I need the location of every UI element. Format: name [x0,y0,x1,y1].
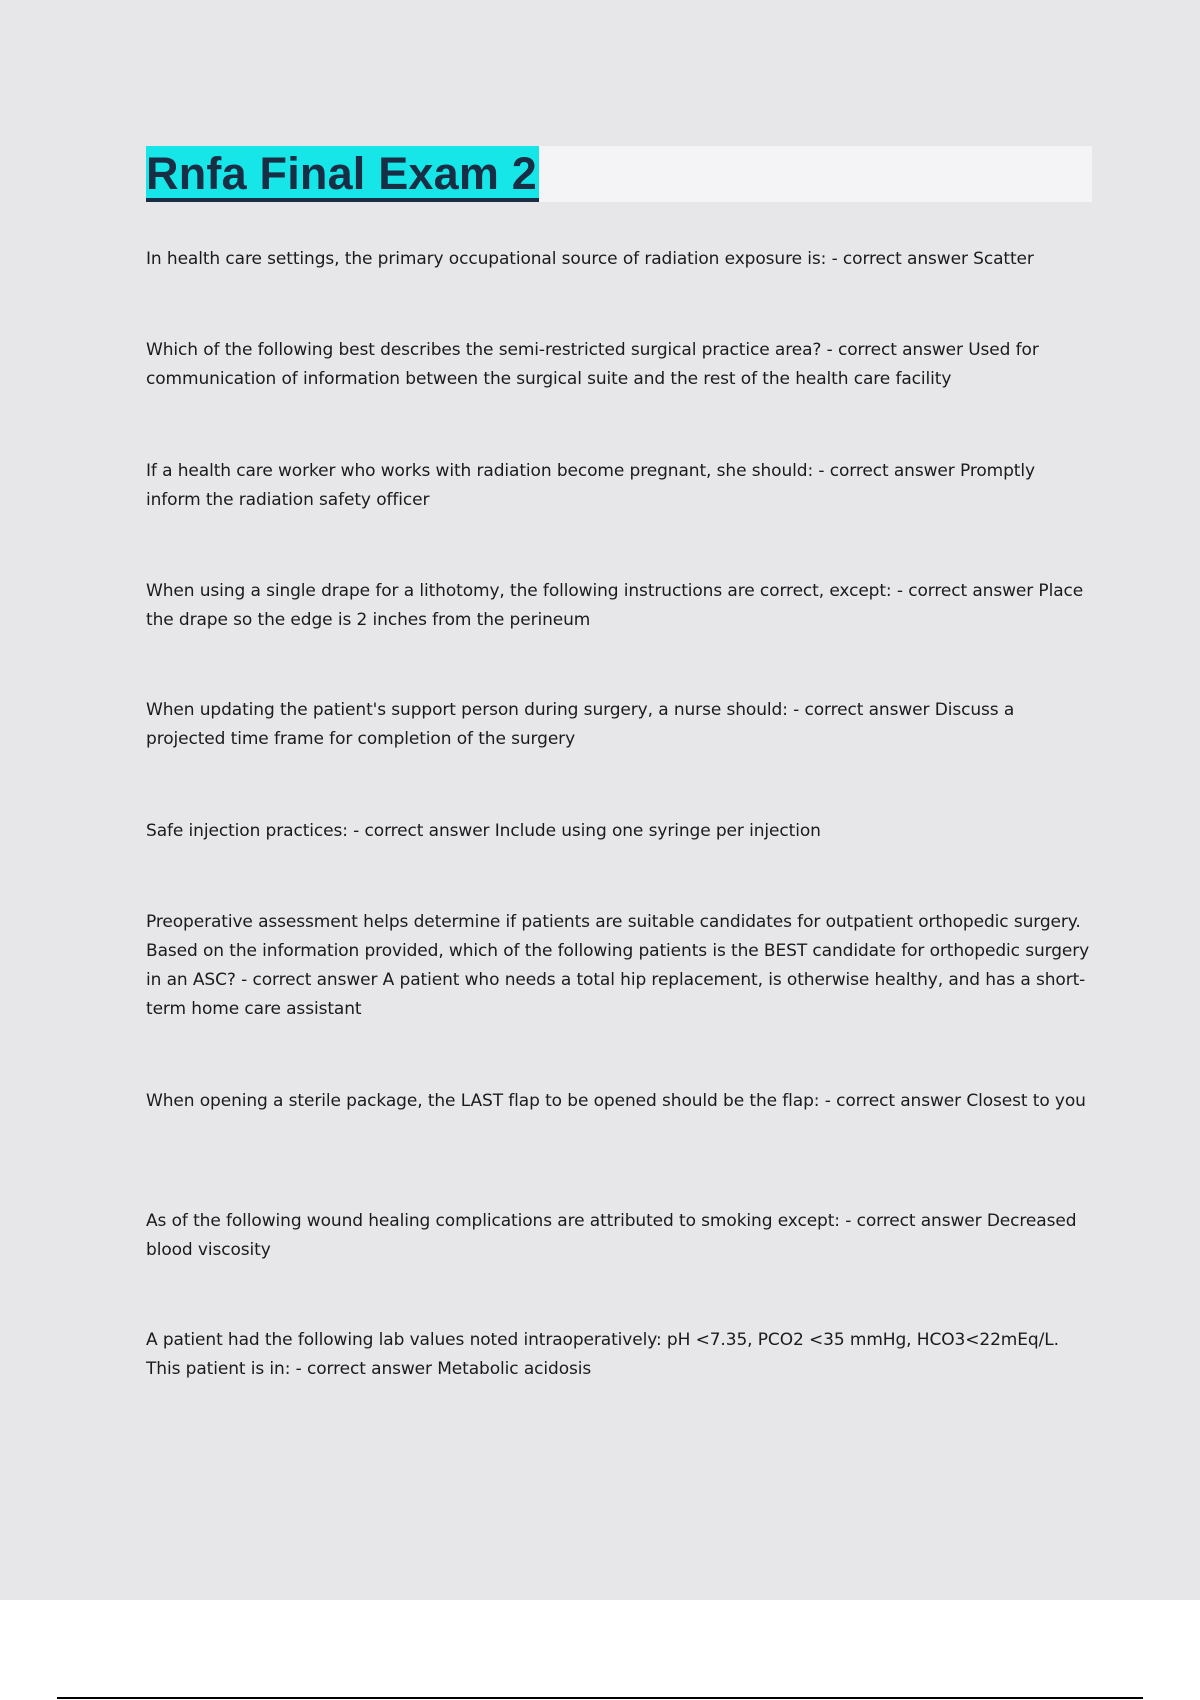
qa-item-8: When opening a sterile package, the LAST flap to be opened should be the flap: - correct answer Closest to you [146,1091,1086,1111]
qa-item-5: When updating the patient's support person during surgery, a nurse should: - correct answer Discuss a projected time frame for completion of the surgery [146,700,1015,749]
qa-item-4: When using a single drape for a lithotomy, the following instructions are correct, except: - correct answer Place the drape so the edge is 2 inches from the perineum [146,581,1084,630]
document-title: Rnfa Final Exam 2 [146,146,539,202]
qa-item-7: Preoperative assessment helps determine if patients are suitable candidates for outpatient orthopedic surgery. Based on the information provided, which of the following patients is the BEST candidate for orthopedic surgery in an ASC? - correct answer A patient who needs a total hip replacement, is otherwise healthy, and has a short-term home care assistant [146,912,1090,1019]
footer-divider [57,1697,1143,1699]
qa-item-10: A patient had the following lab values noted intraoperatively: pH <7.35, PCO2 <35 mmHg, HCO3<22mEq/L. This patient is in: - correct answer Metabolic acidosis [146,1330,1059,1379]
qa-item-9: As of the following wound healing complications are attributed to smoking except: - correct answer Decreased blood viscosity [146,1211,1077,1260]
qa-item-3: If a health care worker who works with radiation become pregnant, she should: - correct answer Promptly inform the radiation safety officer [146,461,1035,510]
qa-item-6: Safe injection practices: - correct answer Include using one syringe per injection [146,821,821,841]
qa-item-2: Which of the following best describes the semi-restricted surgical practice area? - correct answer Used for communication of information between the surgical suite and the rest of the health care facility [146,340,1039,389]
qa-item-1: In health care settings, the primary occupational source of radiation exposure is: - correct answer Scatter [146,249,1034,269]
